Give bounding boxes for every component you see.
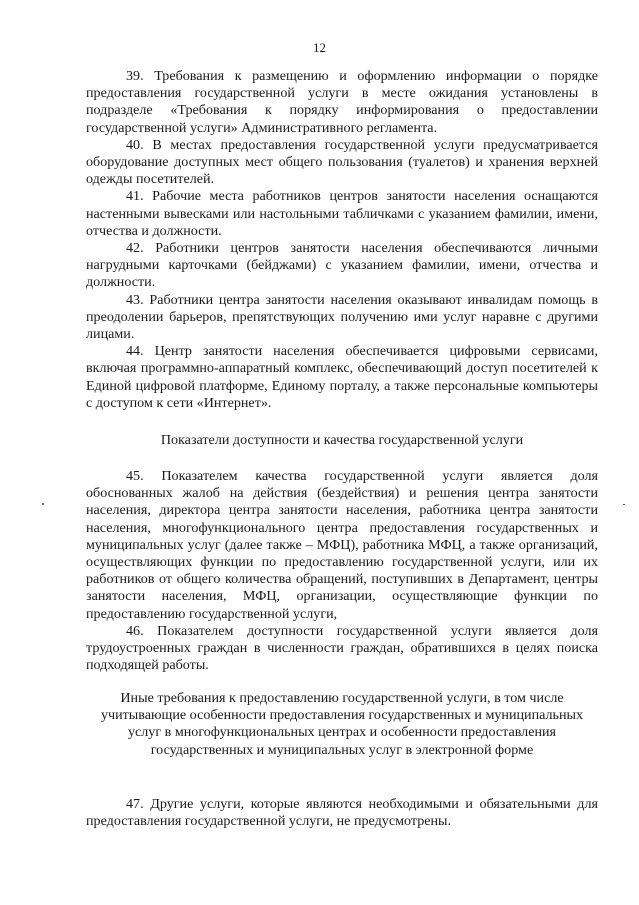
page-number: 12	[313, 40, 326, 55]
paragraph-39: 39. Требования к размещению и оформлению информации о порядке предоставления государственной услуги в месте ожидания установлены в подразделе «Требования к порядку информирования о предоставлении государственной услуги» Административного регламента.	[86, 68, 598, 136]
paragraph-43: 43. Работники центра занятости населения оказывают инвалидам помощь в преодолении барьеров, препятствующих получению ими услуг наравне с другими лицами.	[86, 291, 598, 343]
scan-speck	[623, 504, 625, 505]
section-indicators-text	[86, 468, 598, 674]
paragraph-47: 47. Другие услуги, которые являются необходимыми и обязательными для предоставления государственной услуги, не предусмотрены.	[86, 796, 598, 830]
paragraph-40: 40. В местах предоставления государственной услуги предусматривается оборудование доступных мест общего пользования (туалетов) и хранения верхней одежды посетителей.	[86, 136, 598, 188]
paragraph-41: 41. Рабочие места работников центров занятости населения оснащаются настенными вывесками или настольными табличками с указанием фамилии, имени, отчества и должности.	[86, 188, 598, 239]
scan-speck	[42, 503, 44, 505]
paragraph-45: 45. Показателем качества государственной услуги является доля обоснованных жалоб на действия (бездействия) и решения центра занятости населения, директора центра занятости населения, работника центра занятости населения, многофункционального центра предоставления государственных и муниципальных услуг (далее также – МФЦ), работника МФЦ, а также организаций, осуществляющих функции по предоставлению государственной услуги, или их работников от общего количества обращений, поступивших в Департамент, центры занятости населения, МФЦ, организации, осуществляющие функции по предоставлению государственной услуги,	[86, 468, 598, 622]
heading-other-requirements: Иные требования к предоставлению государственной услуги, в том числе учитывающие особенности предоставления государственных и муниципальных услуг в многофункциональных центрах и особенности предоставления государственных и муниципальных услуг в электронной форме	[100, 690, 584, 758]
paragraph-42: 42. Работники центров занятости населения обеспечиваются личными нагрудными карточками (бейджами) с указанием фамилии, имени, отчества и должности.	[86, 240, 598, 291]
paragraph-46: 46. Показателем доступности государственной услуги является доля трудоустроенных граждан в численности граждан, обратившихся в целях поиска подходящей работы.	[86, 622, 598, 674]
section-requirements-text	[86, 68, 598, 412]
heading-accessibility-quality: Показатели доступности и качества государственной услуги	[160, 432, 524, 448]
paragraph-44: 44. Центр занятости населения обеспечивается цифровыми сервисами, включая программно-аппаратный комплекс, обеспечивающий доступ посетителей к Единой цифровой платформе, Единому порталу, а также персональные компьютеры с доступом к сети «Интернет».	[86, 343, 598, 411]
section-other-text	[86, 796, 598, 830]
